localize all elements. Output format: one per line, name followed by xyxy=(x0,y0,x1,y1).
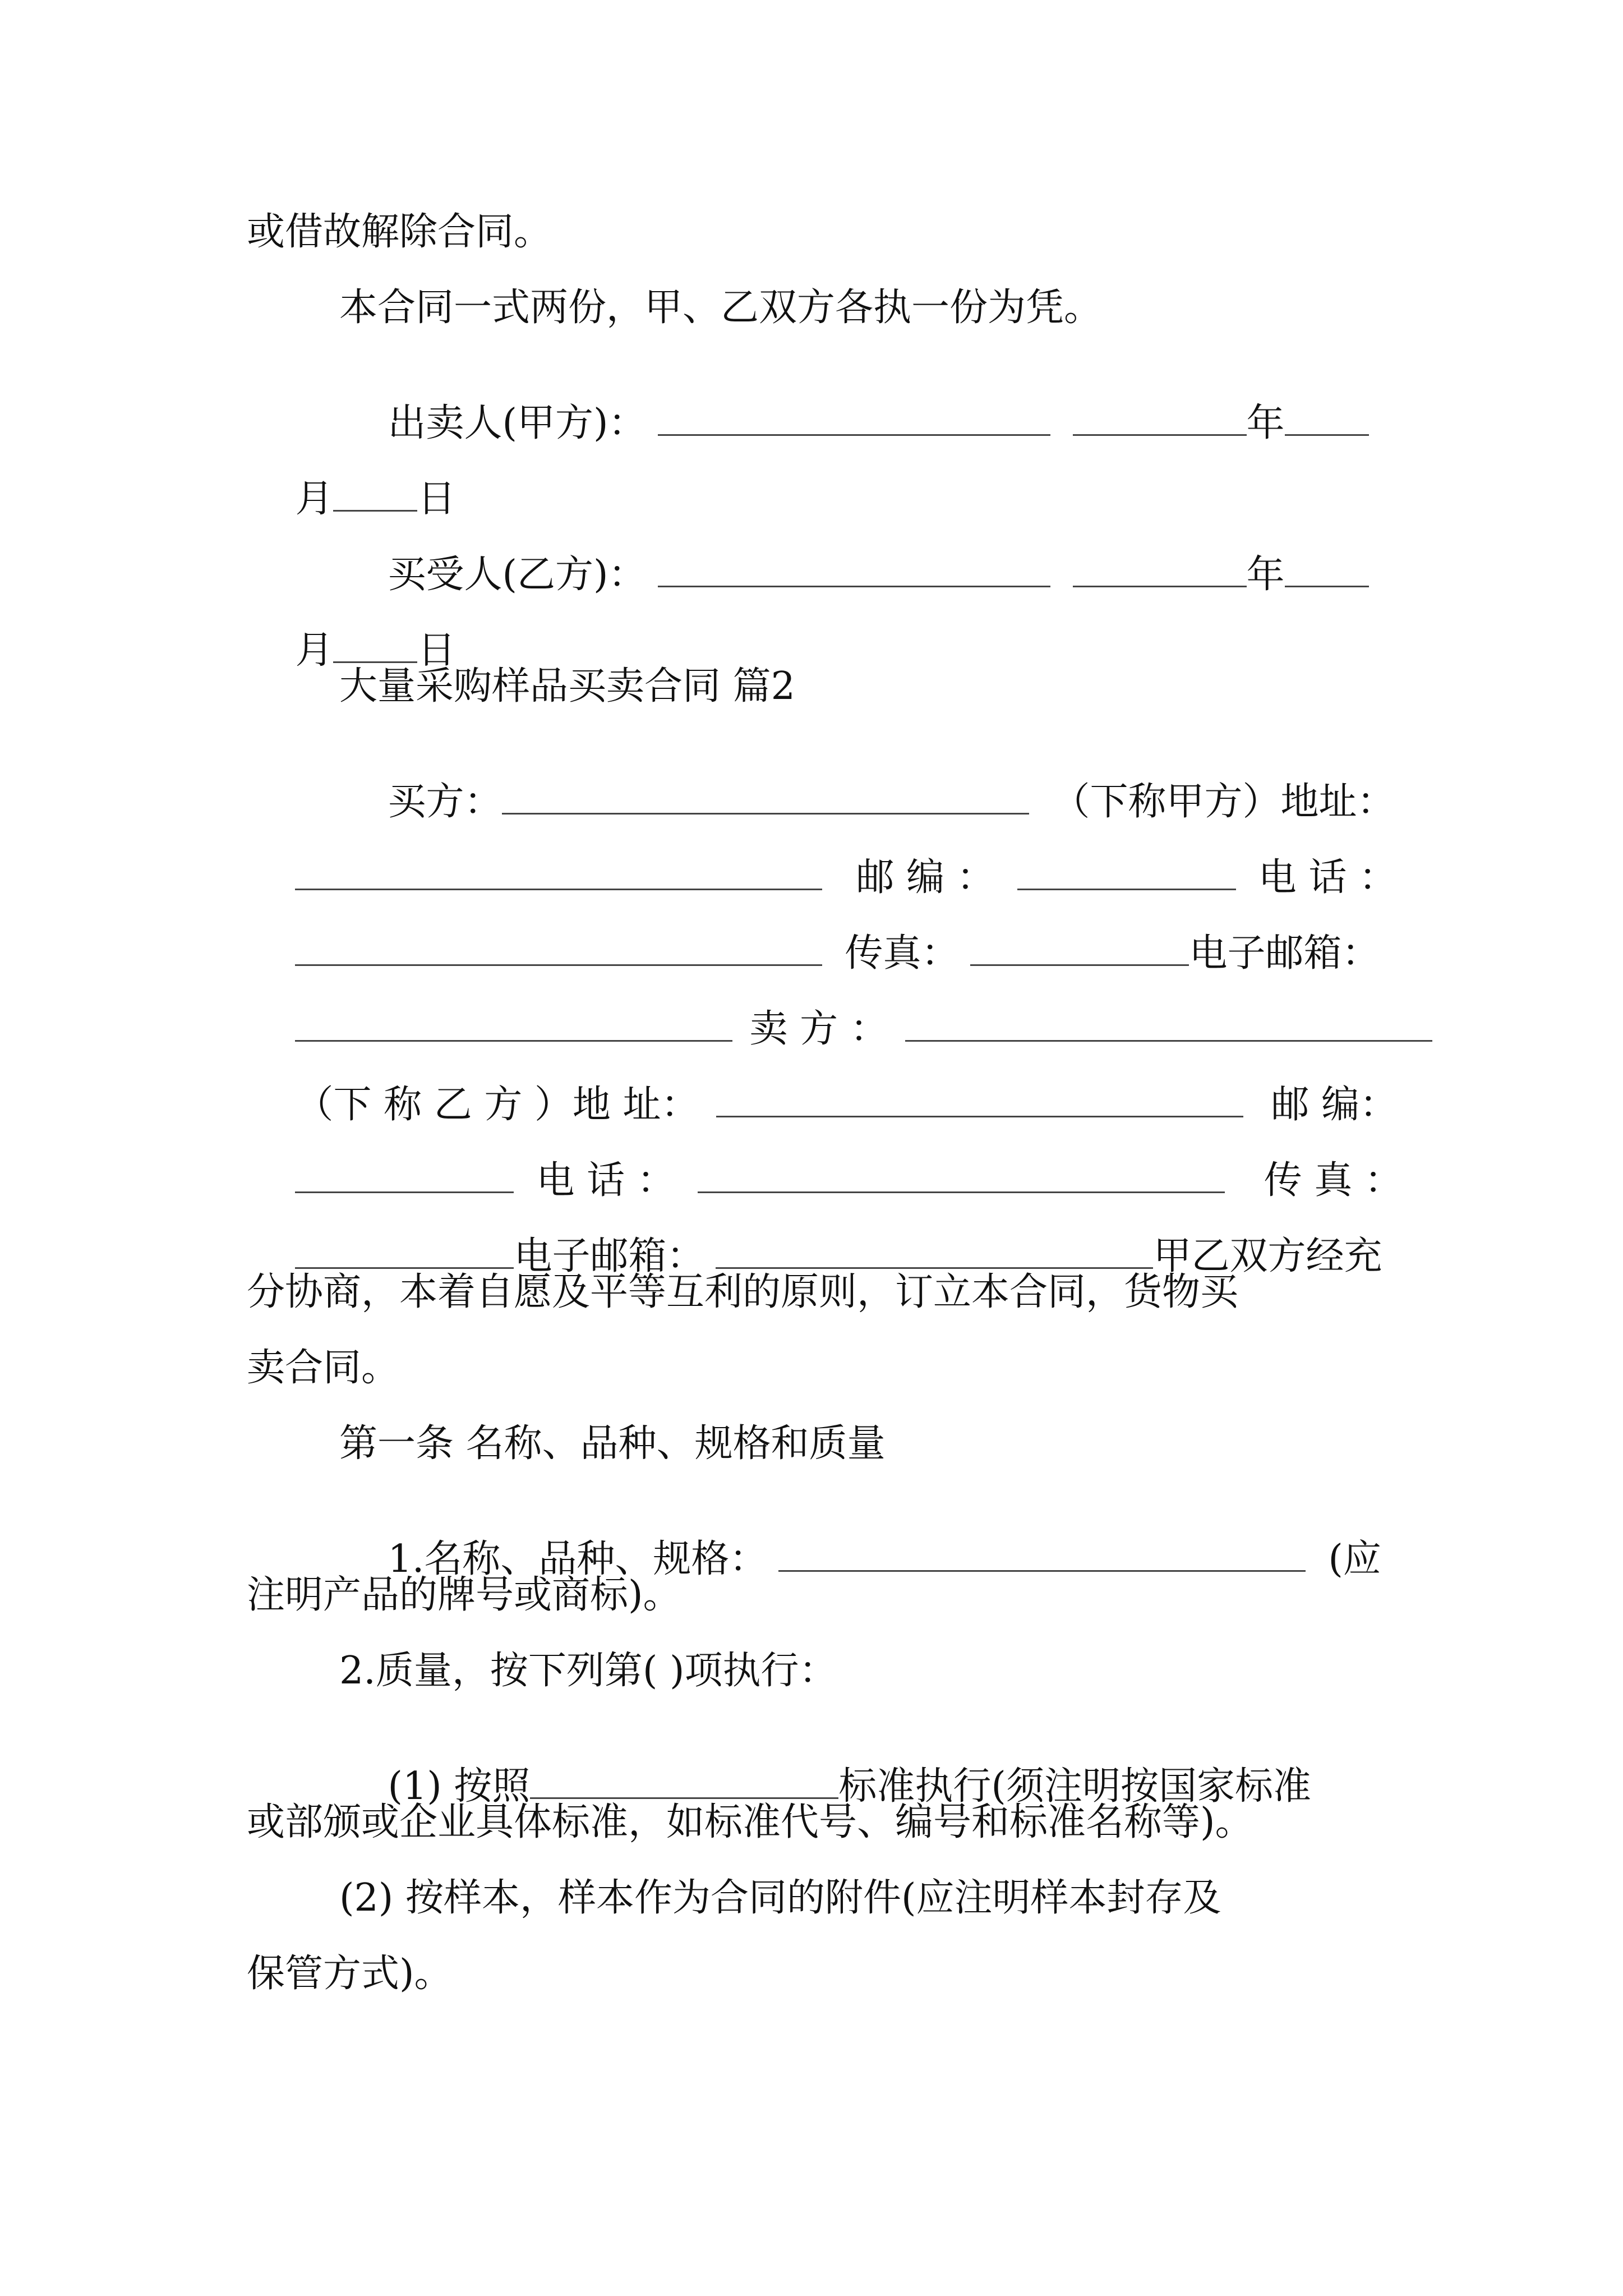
blank-field xyxy=(295,1236,514,1269)
blank-field xyxy=(295,933,822,966)
text-line: 注明产品的牌号或商标)。 xyxy=(247,1573,681,1617)
article-heading: 第一条 名称、品种、规格和质量 xyxy=(339,1421,886,1466)
label-day: 日 xyxy=(417,628,456,673)
label-buyer: 买方： xyxy=(388,780,502,824)
blank-field xyxy=(1073,403,1247,436)
text-fragment: 甲乙双方经充 xyxy=(1153,1234,1382,1278)
text-line: 本合同一式两份，甲、乙双方各执一份为凭。 xyxy=(339,286,1103,330)
clause-line: 2.质量，按下列第( )项执行： xyxy=(339,1649,837,1693)
blank-field xyxy=(295,1009,732,1042)
text-line: 或部颁或企业具体标准，如标准代号、编号和标准名称等)。 xyxy=(247,1800,1253,1844)
text-line: 卖合同。 xyxy=(247,1346,400,1390)
text-line: 或借故解除合同。 xyxy=(247,210,552,254)
blank-field xyxy=(1073,554,1247,587)
blank-field xyxy=(716,1084,1243,1117)
label-seller: 出卖人(甲方)： xyxy=(388,401,647,445)
blank-field xyxy=(333,630,417,663)
text-line: 保管方式)。 xyxy=(247,1952,453,1996)
label-phone: 电 话 ： xyxy=(1258,855,1397,900)
signature-line-buyer xyxy=(339,516,1369,632)
blank-field xyxy=(1017,857,1236,890)
text-fragment: (应 xyxy=(1328,1537,1381,1581)
text-fragment: 标准执行(须注明按国家标准 xyxy=(838,1764,1311,1809)
label-name-spec: 1.名称、品种、规格： xyxy=(388,1537,768,1581)
blank-field xyxy=(658,403,1050,436)
signature-line-seller xyxy=(339,365,1369,481)
blank-field xyxy=(295,1160,514,1193)
text-line: 分协商，本着自愿及平等互利的原则，订立本合同，货物买 xyxy=(247,1270,1239,1314)
label-zip: 邮 编 ： xyxy=(856,855,995,900)
label-day: 日 xyxy=(417,477,456,521)
label-phone: 电 话 ： xyxy=(536,1158,675,1203)
blank-field xyxy=(970,933,1189,966)
label-zip: 邮 编： xyxy=(1271,1083,1398,1127)
blank-field xyxy=(295,857,822,890)
label-year: 年 xyxy=(1246,553,1285,597)
blank-field xyxy=(698,1160,1225,1193)
clause-line: (2) 按样本，样本作为合同的附件(应注明样本封存及 xyxy=(339,1876,1221,1920)
label-address: （下称甲方）地址： xyxy=(1052,780,1395,824)
label-fax: 传 真 ： xyxy=(1264,1158,1403,1203)
blank-field xyxy=(333,478,417,512)
label-month: 月 xyxy=(295,628,334,673)
section-title: 大量采购样品买卖合同 篇2 xyxy=(339,664,795,708)
label-year: 年 xyxy=(1246,401,1285,445)
label-fax: 传真： xyxy=(845,931,960,976)
blank-field xyxy=(502,781,1029,815)
blank-field xyxy=(658,554,1050,587)
label-month: 月 xyxy=(295,477,334,521)
label-item-1: (1) 按照 xyxy=(388,1764,531,1809)
blank-field xyxy=(1285,554,1369,587)
blank-field xyxy=(778,1539,1306,1572)
label-address: （下 称 乙 方 ）地 址： xyxy=(295,1083,699,1127)
label-seller: 卖 方 ： xyxy=(749,1007,888,1051)
blank-field xyxy=(1285,403,1369,436)
label-email: 电子邮箱： xyxy=(514,1234,705,1278)
label-email: 电子邮箱： xyxy=(1189,931,1380,976)
blank-field xyxy=(530,1766,838,1799)
label-buyer: 买受人(乙方)： xyxy=(388,553,647,597)
blank-field xyxy=(716,1236,1153,1269)
blank-field xyxy=(905,1009,1432,1042)
